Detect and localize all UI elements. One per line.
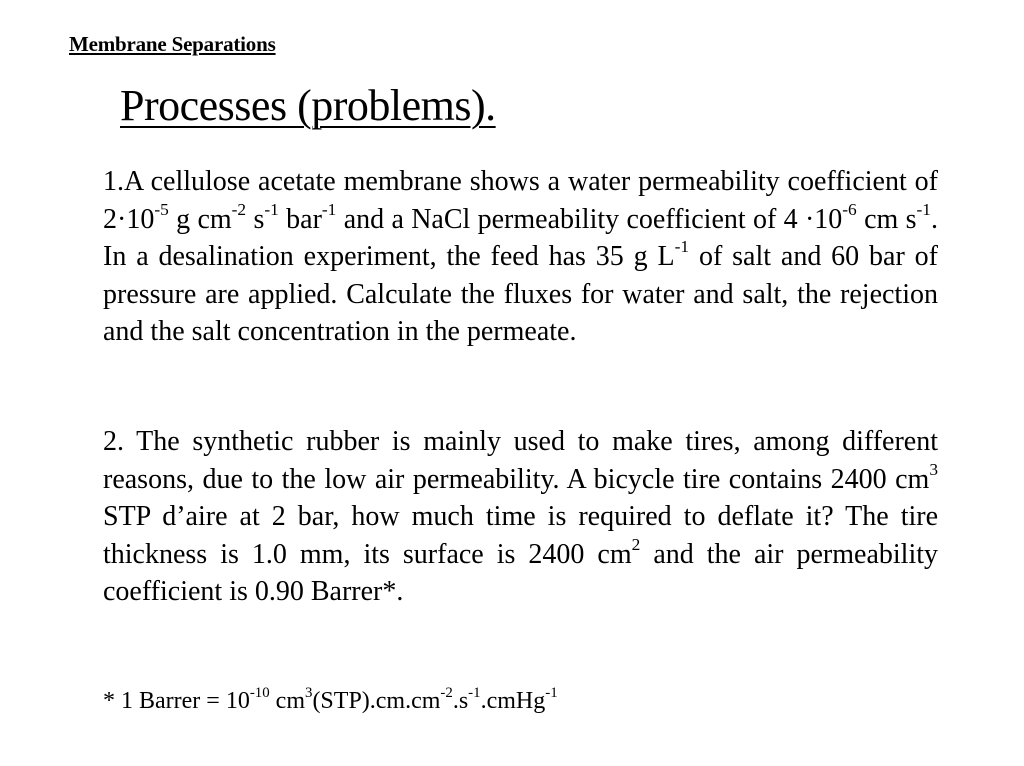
footnote-text: cm [269,688,305,714]
problem-2-text: STP d’aire at 2 bar, how much time is required to deflate it? The tire thickness is 1.0 mm, its surface is 2400 cm [103,501,938,570]
footnote-text: .s [452,688,469,714]
problem-1-text: cm s [856,203,917,235]
exponent: -5 [154,199,169,219]
footnote-barrer-definition [103,684,558,715]
exponent: -1 [916,199,931,219]
problem-1-text: bar [278,203,322,235]
problem-2 [103,423,938,611]
problem-1-text: s [246,203,265,235]
exponent: -10 [249,684,270,701]
footnote-text: (STP).cm.cm [312,688,441,714]
exponent: -1 [545,684,558,701]
exponent: -2 [231,199,247,219]
problem-1 [103,163,938,351]
page-title: Processes (problems). [120,81,496,130]
footnote-text: .cmHg [480,688,546,714]
exponent: -1 [468,684,481,701]
problem-1-text: g cm [168,203,232,235]
footnote-text: * 1 Barrer = 10 [103,688,250,714]
exponent: -2 [440,684,453,701]
problem-1-text: . In a desalination experiment, the feed has 35 g L [103,203,938,272]
problem-1-text: 1.A cellulose acetate membrane shows a water permeability coefficient of 2·10 [103,166,938,235]
problem-1-text: of salt and 60 bar of pressure are applied. Calculate the fluxes for water and salt, the rejection and the salt concentration in the permeate. [103,241,938,347]
problem-2-text: and the air permeability coefficient is 0.90 Barrer*. [103,538,939,607]
exponent: -6 [842,199,857,219]
exponent: 3 [929,459,938,479]
exponent: -1 [674,236,690,256]
exponent: -1 [264,199,279,219]
exponent: 2 [631,534,641,554]
exponent: 3 [305,684,313,701]
exponent: -1 [321,199,337,219]
problem-1-text: and a NaCl permeability coefficient of 4 ·10 [336,203,843,235]
problem-2-text: 2. The synthetic rubber is mainly used to make tires, among different reasons, due to the low air permeability. A bicycle tire contains 2400 cm [103,426,938,495]
section-label: Membrane Separations [69,32,276,56]
